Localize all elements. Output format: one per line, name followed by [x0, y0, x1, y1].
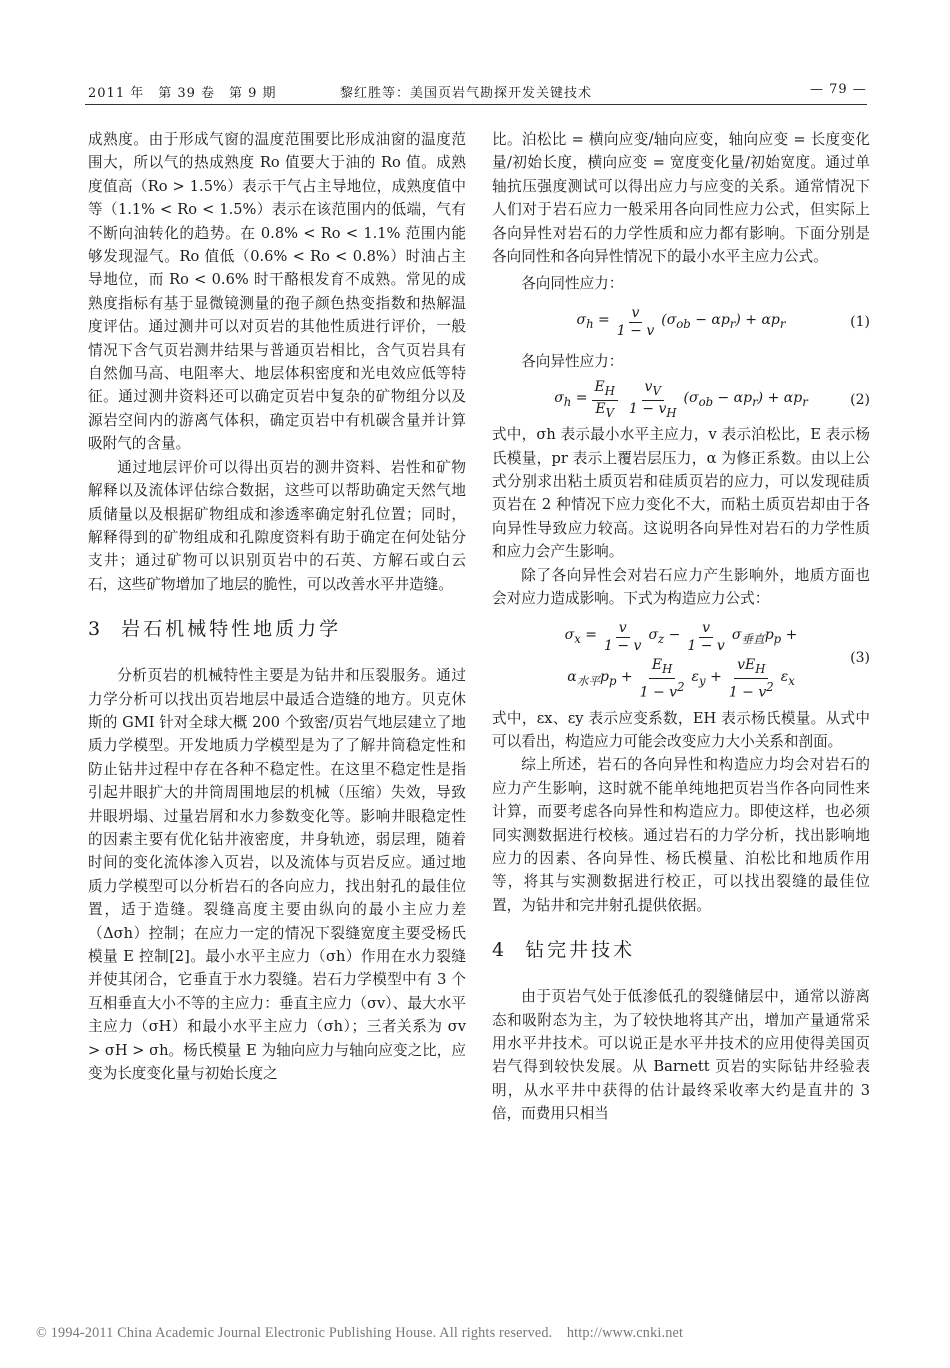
paragraph-formation-evaluation: 通过地层评价可以得出页岩的测井资料、岩性和矿物解释以及流体评估综合数据，这些可以帮助确定天然气地质储量以及根据矿物组成和渗透率确定射孔位置；同时，解释得到的矿物组成和孔隙度资料有助于确定在何处钻分支井；通过矿物可以识别页岩中的石英、方解石或白云石，这些矿物增加了地层的脆性，可以改善水平井造缝。 — [88, 458, 466, 593]
equation-2: $\sigma_h$ = $\frac{E_H}{E_V}$ $\frac{v_V}{1 - v_H}$ $(\sigma_{ob} - \alpha p_r) + \alpha p_r$ (2) — [554, 378, 870, 420]
section-4-number: 4 — [492, 939, 508, 962]
running-header-issue: 2011 年 第 39 卷 第 9 期 — [88, 86, 277, 101]
paragraph-summary: 综上所述，岩石的各向异性和构造应力均会对岩石的应力产生影响，这时就不能单纯地把页岩当作各向同性来计算，而要考虑各向异性和构造应力。即使这样，也必须同实测数据进行校核。通过岩石的力学分析，找出影响地应力的因素、各向异性、杨氏模量、泊松比和地质作用等，将其与实测数据进行校正，可以找出裂缝的最佳位置，为钻井和完井射孔提供依据。 — [492, 756, 870, 914]
section-4-heading — [492, 935, 870, 965]
section-3-heading — [88, 614, 466, 644]
label-isotropic: 各向同性应力： — [521, 275, 624, 293]
equation-2-number: (2) — [850, 391, 870, 408]
paragraph-drilling: 由于页岩气处于低渗低孔的裂缝储层中，通常以游离态和吸附态为主，为了较快地将其产出，增加产量通常采用水平井技术。可以说正是水平井技术的应用使得美国页岩气得到较快发展。从 Barnett 页岩的实际钻井经验表明，从水平井中获得的估计最终采收率大约是直井的 3 倍，而费用只相当 — [492, 988, 870, 1123]
paragraph-maturity: 成熟度。由于形成气窗的温度范围要比形成油窗的温度范围大，所以气的热成熟度 Ro 值要大于油的 Ro 值。成熟度值高（Ro > 1.5%）表示干气占主导地位，成熟度值中等（1.1% < Ro < 1.5%）表示在该范围内的低端，气有不断向油转化的趋势。在 0.8% < Ro < 1.1% 范围内能够发现湿气。Ro 值低（0.6% < Ro < 0.8%）时油占主导地位，而 Ro < 0.6% 时干酪根发育不成熟。常见的成熟度指标有基于显微镜测量的孢子颜色热变指数和热解温度评估。通过测井可以对页岩的其他性质进行评价，一般情况下含气页岩测井结果与普通页岩相比，含气页岩具有自然伽马高、电阻率大、地层体积密度和光电效应低等特征。通过测井资料还可以确定页岩中复杂的矿物组分以及源岩空间内的游离气体积，确定页岩中有机碳含量并计算吸附气的含量。 — [88, 131, 466, 453]
paragraph-strain-explanation: 式中，εx、εy 表示应变系数，EH 表示杨氏模量。从式中可以看出，构造应力可能会改变应力大小关系和剖面。 — [492, 709, 870, 750]
equation-3: $\sigma_x$ = $\frac{v}{1 - v}$ $\sigma_z$ − $\frac{v}{1 - v}$ $\sigma_{垂直}p_p$ + $\alpha_{水平}p_p$ + $\frac{E_H}{1 - v^2}$ $\varepsilon_y$ + $\frac{vE_H}{1 - v^2}$ $\varepsilon_x$ (3) — [564, 620, 870, 701]
equation-1-number: (1) — [850, 314, 870, 331]
section-3-title: 岩石机械特性地质力学 — [121, 618, 342, 641]
running-header-title: 黎红胜等：美国页岩气勘探开发关键技术 — [340, 86, 593, 101]
equation-1: $\sigma_h$ = $\frac{v}{1 - v}$ $(\sigma_{ob} - \alpha p_r) + \alpha p_r$ (1) — [576, 305, 870, 340]
header-rule — [85, 104, 867, 105]
right-column — [492, 128, 870, 1126]
copyright-footer: © 1994-2011 China Academic Journal Electronic Publishing House. All rights reserved. http://www.cnki.net — [36, 1325, 684, 1341]
section-4-title: 钻完井技术 — [525, 939, 636, 962]
section-3-number: 3 — [88, 618, 104, 641]
paragraph-eq-explanation: 式中，σh 表示最小水平主应力，v 表示泊松比，E 表示杨氏模量，pr 表示上覆岩层压力，α 为修正系数。由以上公式分别求出粘土质页岩和硅质页岩的应力，可以发现硅质页岩在 2 种情况下应力变化不大，而粘土质页岩却由于各向异性导致应力较高。这说明各向异性对岩石的力学性质和应力会产生影响。 — [492, 426, 870, 561]
paragraph-poisson: 比。泊松比 = 横向应变/轴向应变，轴向应变 = 长度变化量/初始长度，横向应变 = 宽度变化量/初始宽度。通过单轴抗压强度测试可以得出应力与应变的关系。通常情况下人们对于岩石应力一般采用各向同性应力公式，但实际上各向异性对岩石的力学性质和应力都有影响。下面分别是各向同性和各向异性情况下的最小水平主应力公式。 — [492, 131, 870, 266]
paragraph-geomechanics: 分析页岩的机械特性主要是为钻井和压裂服务。通过力学分析可以找出页岩地层中最适合造缝的地方。贝克休斯的 GMI 针对全球大概 200 个致密/页岩气地层建立了地质力学模型。开发地质力学模型是为了了解井筒稳定性和防止钻井过程中存在各种不稳定性。在这里不稳定性是指引起井眼扩大的井筒周围地层的机械（压缩）失效，导致井眼坍塌、过量岩屑和水力参数变化等。影响井眼稳定性的因素主要有优化钻井液密度，井身轨迹，弱层理，随着时间的变化流体渗入页岩，以及流体与页岩反应。通过地质力学模型可以分析岩石的各向应力，找出射孔的最佳位置，适于造缝。裂缝高度主要由纵向的最小主应力差（Δσh）控制；在应力一定的情况下裂缝宽度主要受杨氏模量 E 控制[2]。最小水平主应力（σh）作用在水力裂缝并使其闭合，它垂直于水力裂缝。岩石力学模型中有 3 个互相垂直大小不等的主应力：垂直主应力（σv）、最大水平主应力（σH）和最小水平主应力（σh）；三者关系为 σv > σH > σh。杨氏模量 E 为轴向应力与轴向应变之比，应变为长度变化量与初始长度之 — [88, 667, 466, 1083]
label-anisotropic: 各向异性应力： — [521, 352, 624, 370]
paragraph-tectonic-intro: 除了各向异性会对岩石应力产生影响外，地质方面也会对应力造成影响。下式为构造应力公式： — [492, 566, 870, 608]
equation-3-number: (3) — [850, 649, 870, 666]
page-number: — 79 — — [810, 82, 867, 97]
left-column — [88, 128, 466, 1085]
